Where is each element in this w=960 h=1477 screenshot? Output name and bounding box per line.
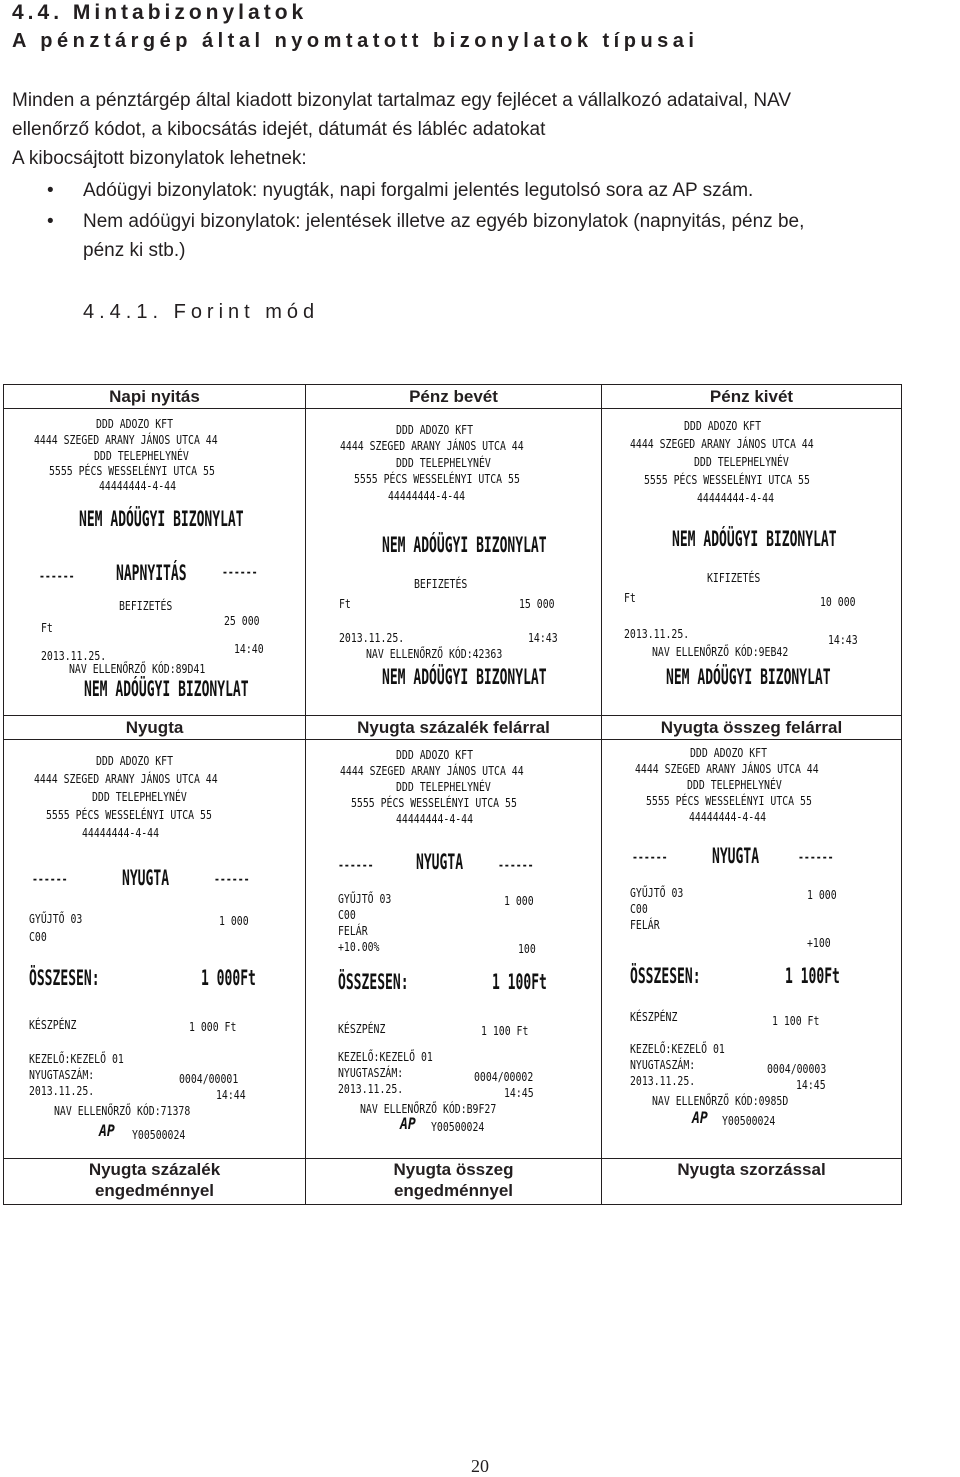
receipt-no: 0004/00001	[179, 1072, 239, 1086]
receipt-company: DDD ADOZO KFT	[396, 748, 474, 762]
receipt-total-label: ÖSSZESEN:	[29, 966, 100, 990]
receipt-currency: Ft	[624, 591, 636, 605]
receipt-address: 4444 SZEGED ARANY JÁNOS UTCA 44	[340, 764, 524, 778]
receipt-nav-code: NAV ELLENŐRZŐ KÓD:9EB42	[652, 645, 789, 659]
receipt-nav-code: NAV ELLENŐRZŐ KÓD:42363	[366, 647, 503, 661]
receipt-no: 0004/00002	[474, 1070, 534, 1084]
receipt-amount: 25 000	[224, 614, 260, 628]
header-nyugta-szazalek-engedmeny	[4, 1159, 306, 1205]
receipt-surcharge-amount: +100	[807, 936, 831, 950]
receipt-dashes: ------	[222, 565, 258, 579]
receipt-ap-no: Y00500024	[431, 1120, 485, 1134]
receipt-site: DDD TELEPHELYNÉV	[687, 778, 782, 792]
receipt-total-label: ÖSSZESEN:	[630, 964, 701, 988]
receipt-dashes: ------	[798, 850, 834, 864]
receipt-nav-code: NAV ELLENŐRZŐ KÓD:B9F27	[360, 1102, 497, 1116]
receipt-operator: KEZELŐ:KEZELŐ 01	[29, 1052, 124, 1066]
receipt-pay-amount: 1 100 Ft	[481, 1024, 529, 1038]
header-line: Nyugta százalék	[88, 1160, 221, 1179]
bullet-text-nem-adougyi-cont: pénz ki stb.)	[83, 240, 186, 261]
receipt-label: BEFIZETÉS	[119, 599, 173, 613]
bullet-text-adougyi: Adóügyi bizonylatok: nyugták, napi forgalmi jelentés legutolsó sora az AP szám.	[83, 180, 754, 201]
header-nyugta-szorzas	[602, 1159, 902, 1205]
receipt-surcharge-amount: 100	[518, 942, 536, 956]
receipt-total: 1 100Ft	[785, 964, 840, 988]
receipt-nav-code: NAV ELLENŐRZŐ KÓD:89D41	[69, 662, 206, 676]
subsection-heading: 4.4.1. Forint mód	[83, 301, 320, 323]
receipt-company: DDD ADOZO KFT	[690, 746, 768, 760]
receipt-time: 14:45	[796, 1078, 826, 1092]
receipt-dashes: ------	[338, 858, 374, 872]
receipt-tax-no: 44444444-4-44	[396, 812, 474, 826]
receipt-dashes: ------	[39, 569, 75, 583]
receipt-item-amount: 1 000	[807, 888, 837, 902]
receipt-tax-no: 44444444-4-44	[388, 489, 466, 503]
receipt-company: DDD ADOZO KFT	[96, 417, 174, 431]
receipt-nyugta-osszeg-felar	[602, 740, 902, 1159]
receipt-title: NAPNYITÁS	[116, 561, 187, 585]
receipt-dashes: ------	[498, 858, 534, 872]
receipt-pay-label: KÉSZPÉNZ	[630, 1010, 678, 1024]
receipt-no-label: NYUGTASZÁM:	[29, 1068, 95, 1082]
receipt-company: DDD ADOZO KFT	[96, 754, 174, 768]
receipt-nyugta	[4, 740, 306, 1159]
header-line: engedménnyel	[94, 1181, 215, 1200]
receipt-time: 14:44	[216, 1088, 246, 1102]
receipt-company: DDD ADOZO KFT	[396, 423, 474, 437]
receipt-address: 4444 SZEGED ARANY JÁNOS UTCA 44	[34, 433, 218, 447]
header-line: Nyugta szorzással	[677, 1160, 826, 1179]
header-nyugta: Nyugta	[4, 716, 306, 740]
receipt-title: NYUGTA	[416, 850, 464, 874]
ap-logo: AP	[692, 1108, 708, 1127]
receipt-address: 4444 SZEGED ARANY JÁNOS UTCA 44	[635, 762, 819, 776]
receipt-tax-no: 44444444-4-44	[697, 491, 775, 505]
header-napi-nyitas: Napi nyitás	[4, 385, 306, 409]
receipt-site: DDD TELEPHELYNÉV	[94, 449, 189, 463]
bullet-symbol: •	[47, 211, 54, 232]
receipt-time: 14:45	[504, 1086, 534, 1100]
ap-logo: AP	[99, 1121, 115, 1140]
receipt-footer: NEM ADÓÜGYI BIZONYLAT	[382, 665, 547, 689]
receipt-ap-no: Y00500024	[132, 1128, 186, 1142]
receipt-label: BEFIZETÉS	[414, 577, 468, 591]
receipt-vat: C00	[338, 908, 356, 922]
receipt-ap-no: Y00500024	[722, 1114, 776, 1128]
receipt-date: 2013.11.25.	[630, 1074, 696, 1088]
receipt-title: NYUGTA	[712, 844, 760, 868]
receipt-dashes: ------	[214, 872, 250, 886]
receipt-nem-adougyi: NEM ADÓÜGYI BIZONYLAT	[382, 533, 547, 557]
receipt-penz-kivet	[602, 409, 902, 716]
receipt-address: 5555 PÉCS WESSELÉNYI UTCA 55	[46, 808, 212, 822]
bullet-symbol: •	[47, 180, 54, 201]
section-subtitle: A pénztárgép által nyomtatott bizonylatok típusai	[12, 30, 699, 52]
header-line: engedménnyel	[393, 1181, 514, 1200]
receipt-footer: NEM ADÓÜGYI BIZONYLAT	[84, 677, 249, 701]
receipt-item-amount: 1 000	[504, 894, 534, 908]
receipt-dashes: ------	[32, 872, 68, 886]
intro-line-2: ellenőrző kódot, a kibocsátás idejét, dátumát és lábléc adatokat	[12, 119, 546, 140]
receipt-site: DDD TELEPHELYNÉV	[396, 456, 491, 470]
receipt-date: 2013.11.25.	[338, 1082, 404, 1096]
receipt-samples-table	[3, 384, 902, 1205]
receipt-date: 2013.11.25.	[29, 1084, 95, 1098]
header-nyugta-osszeg-felar: Nyugta összeg felárral	[602, 716, 902, 740]
intro-line-1: Minden a pénztárgép által kiadott bizonylat tartalmaz egy fejlécet a vállalkozó adataival, NAV	[12, 90, 792, 111]
receipt-nem-adougyi: NEM ADÓÜGYI BIZONYLAT	[79, 507, 244, 531]
receipt-address: 5555 PÉCS WESSELÉNYI UTCA 55	[49, 464, 215, 478]
header-penz-bevet: Pénz bevét	[306, 385, 602, 409]
receipt-total: 1 100Ft	[492, 970, 547, 994]
receipt-vat: C00	[630, 902, 648, 916]
receipt-address: 4444 SZEGED ARANY JÁNOS UTCA 44	[630, 437, 814, 451]
receipt-time: 14:43	[528, 631, 558, 645]
receipt-nav-code: NAV ELLENŐRZŐ KÓD:71378	[54, 1104, 191, 1118]
header-nyugta-szazalek-felar: Nyugta százalék felárral	[306, 716, 602, 740]
receipt-surcharge: FELÁR	[630, 918, 660, 932]
ap-logo: AP	[400, 1114, 416, 1133]
bullet-text-nem-adougyi: Nem adóügyi bizonylatok: jelentések illetve az egyéb bizonylatok (napnyitás, pénz be,	[83, 211, 805, 232]
receipt-site: DDD TELEPHELYNÉV	[92, 790, 187, 804]
receipt-address: 4444 SZEGED ARANY JÁNOS UTCA 44	[340, 439, 524, 453]
receipt-item-amount: 1 000	[219, 914, 249, 928]
receipt-time: 14:43	[828, 633, 858, 647]
receipt-nem-adougyi: NEM ADÓÜGYI BIZONYLAT	[672, 527, 837, 551]
receipt-tax-no: 44444444-4-44	[99, 479, 177, 493]
receipt-total: 1 000Ft	[201, 966, 256, 990]
receipt-tax-no: 44444444-4-44	[82, 826, 160, 840]
receipt-pay-amount: 1 000 Ft	[189, 1020, 237, 1034]
receipt-date: 2013.11.25.	[624, 627, 690, 641]
receipt-nyugta-szazalek-felar	[306, 740, 602, 1159]
receipt-company: DDD ADOZO KFT	[684, 419, 762, 433]
receipt-address: 5555 PÉCS WESSELÉNYI UTCA 55	[354, 472, 520, 486]
receipt-no-label: NYUGTASZÁM:	[338, 1066, 404, 1080]
receipt-address: 5555 PÉCS WESSELÉNYI UTCA 55	[646, 794, 812, 808]
receipt-dashes: ------	[632, 850, 668, 864]
receipt-address: 4444 SZEGED ARANY JÁNOS UTCA 44	[34, 772, 218, 786]
receipt-vat: C00	[29, 930, 47, 944]
receipt-total-label: ÖSSZESEN:	[338, 970, 409, 994]
receipt-pay-label: KÉSZPÉNZ	[338, 1022, 386, 1036]
receipt-item: GYŰJTŐ 03	[338, 892, 392, 906]
receipt-date: 2013.11.25.	[339, 631, 405, 645]
receipt-site: DDD TELEPHELYNÉV	[694, 455, 789, 469]
receipt-operator: KEZELŐ:KEZELŐ 01	[630, 1042, 725, 1056]
receipt-no-label: NYUGTASZÁM:	[630, 1058, 696, 1072]
header-penz-kivet: Pénz kivét	[602, 385, 902, 409]
intro-line-3: A kibocsájtott bizonylatok lehetnek:	[12, 148, 307, 169]
receipt-amount: 15 000	[519, 597, 555, 611]
receipt-site: DDD TELEPHELYNÉV	[396, 780, 491, 794]
receipt-operator: KEZELŐ:KEZELŐ 01	[338, 1050, 433, 1064]
receipt-napi-nyitas	[4, 409, 306, 716]
receipt-time: 14:40	[234, 642, 264, 656]
receipt-penz-bevet	[306, 409, 602, 716]
receipt-date: 2013.11.25.	[41, 649, 107, 663]
section-heading: 4.4. Mintabizonylatok	[12, 1, 308, 24]
receipt-amount: 10 000	[820, 595, 856, 609]
receipt-currency: Ft	[41, 621, 53, 635]
receipt-item: GYŰJTŐ 03	[630, 886, 684, 900]
receipt-title: NYUGTA	[122, 866, 170, 890]
receipt-address: 5555 PÉCS WESSELÉNYI UTCA 55	[644, 473, 810, 487]
receipt-surcharge-pct: +10.00%	[338, 940, 380, 954]
receipt-currency: Ft	[339, 597, 351, 611]
page-number: 20	[471, 1456, 489, 1476]
receipt-item: GYŰJTŐ 03	[29, 912, 83, 926]
receipt-pay-amount: 1 100 Ft	[772, 1014, 820, 1028]
receipt-label: KIFIZETÉS	[707, 571, 761, 585]
header-line: Nyugta összeg	[393, 1160, 514, 1179]
receipt-footer: NEM ADÓÜGYI BIZONYLAT	[666, 665, 831, 689]
header-nyugta-osszeg-engedmeny	[306, 1159, 602, 1205]
receipt-surcharge: FELÁR	[338, 924, 368, 938]
receipt-no: 0004/00003	[767, 1062, 827, 1076]
receipt-address: 5555 PÉCS WESSELÉNYI UTCA 55	[351, 796, 517, 810]
receipt-pay-label: KÉSZPÉNZ	[29, 1018, 77, 1032]
receipt-nav-code: NAV ELLENŐRZŐ KÓD:0985D	[652, 1094, 789, 1108]
receipt-tax-no: 44444444-4-44	[689, 810, 767, 824]
